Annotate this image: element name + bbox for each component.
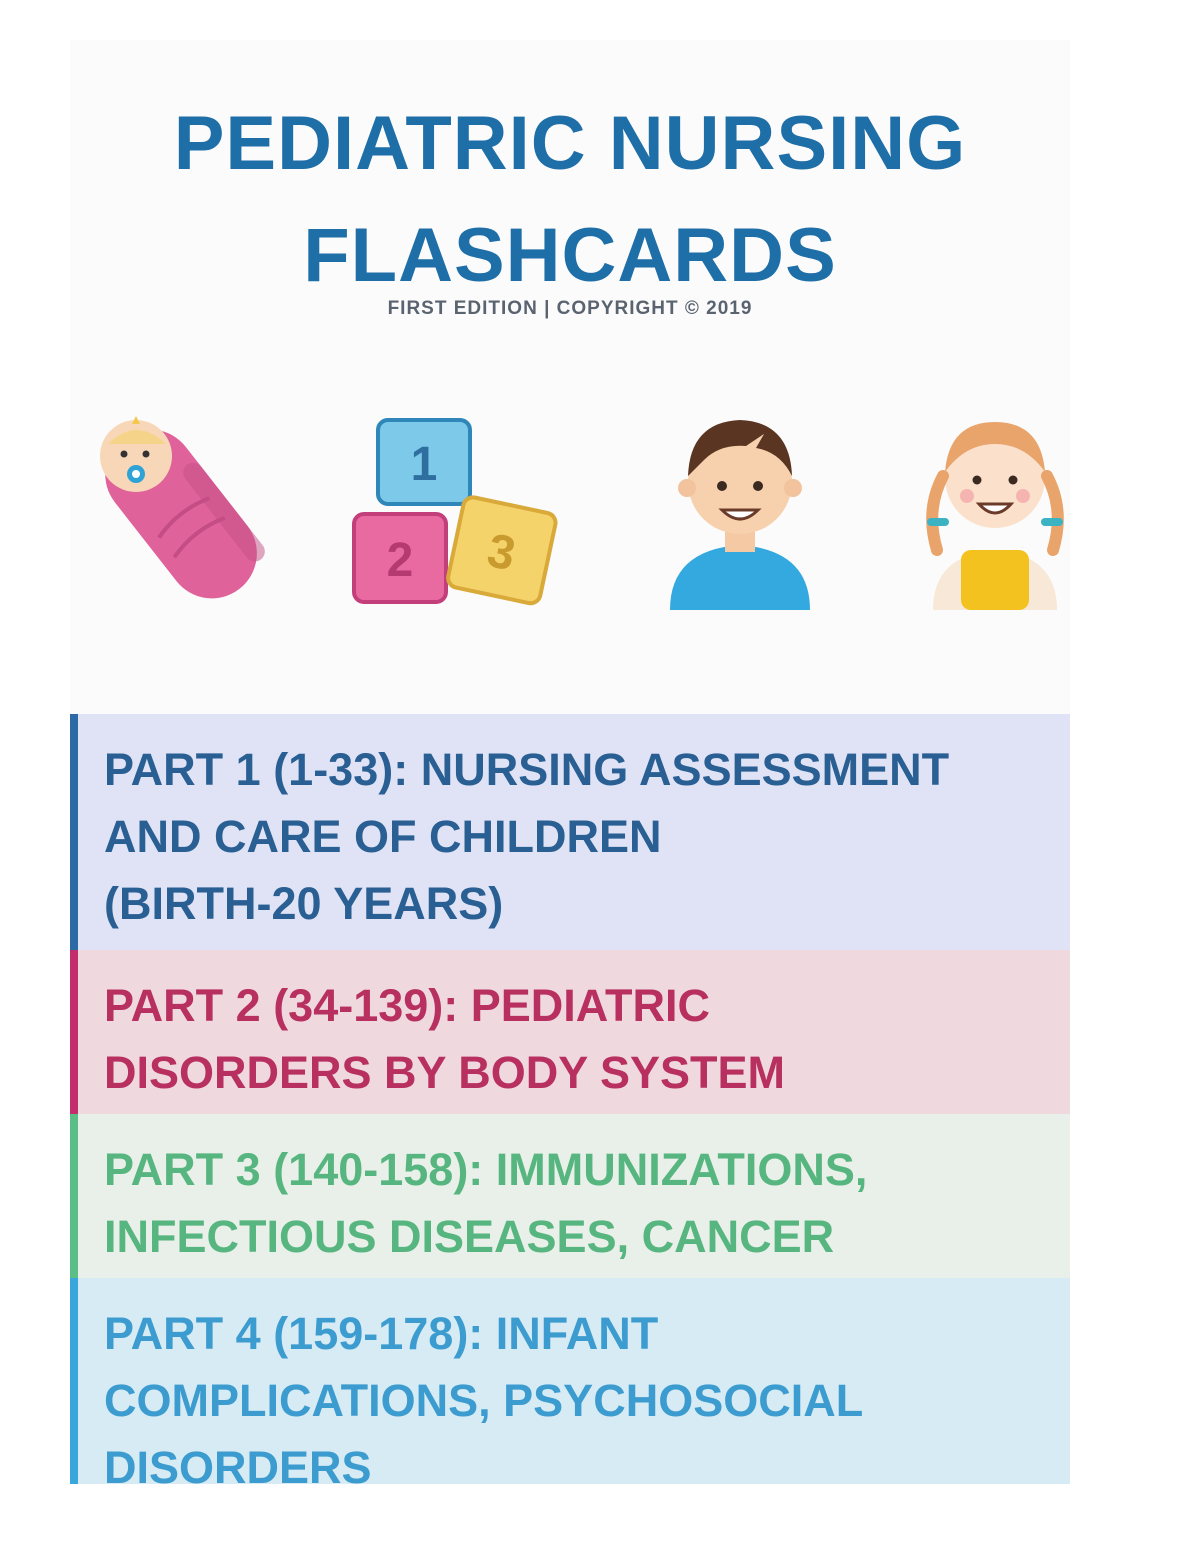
page-title bbox=[70, 88, 1070, 312]
part-2-section bbox=[70, 950, 1070, 1114]
part-3-line: PART 3 (140-158): IMMUNIZATIONS, bbox=[104, 1144, 868, 1195]
block-1-label: 1 bbox=[410, 438, 438, 491]
part-3-line: INFECTIOUS DISEASES, CANCER bbox=[104, 1211, 835, 1262]
part-4-line: COMPLICATIONS, PSYCHOSOCIAL bbox=[104, 1375, 864, 1426]
part-2-line: DISORDERS BY BODY SYSTEM bbox=[104, 1047, 785, 1098]
part-4-line: PART 4 (159-178): INFANT bbox=[104, 1308, 659, 1359]
number-blocks-icon bbox=[350, 414, 560, 614]
part-4-line: DISORDERS bbox=[104, 1442, 372, 1493]
part-3-section bbox=[70, 1114, 1070, 1278]
part-1-line: AND CARE OF CHILDREN bbox=[104, 811, 662, 862]
girl-icon bbox=[915, 400, 1075, 610]
cover-card bbox=[70, 40, 1070, 1493]
illustration-row bbox=[70, 400, 1070, 620]
part-1-line: PART 1 (1-33): NURSING ASSESSMENT bbox=[104, 744, 950, 795]
part-1-line: (BIRTH-20 YEARS) bbox=[104, 878, 504, 929]
swaddled-baby-icon bbox=[88, 410, 268, 610]
edition-copyright: FIRST EDITION | COPYRIGHT © 2019 bbox=[387, 298, 753, 319]
part-2-line: PART 2 (34-139): PEDIATRIC bbox=[104, 980, 710, 1031]
block-2-label: 2 bbox=[386, 534, 414, 587]
title-line-2: FLASHCARDS bbox=[303, 213, 837, 298]
title-line-1: PEDIATRIC NURSING bbox=[173, 101, 967, 186]
parts-list bbox=[70, 714, 1070, 1493]
part-4-section bbox=[70, 1278, 1070, 1493]
part-1-section bbox=[70, 714, 1070, 950]
boy-icon bbox=[660, 400, 820, 610]
block-3-label: 3 bbox=[482, 524, 520, 582]
